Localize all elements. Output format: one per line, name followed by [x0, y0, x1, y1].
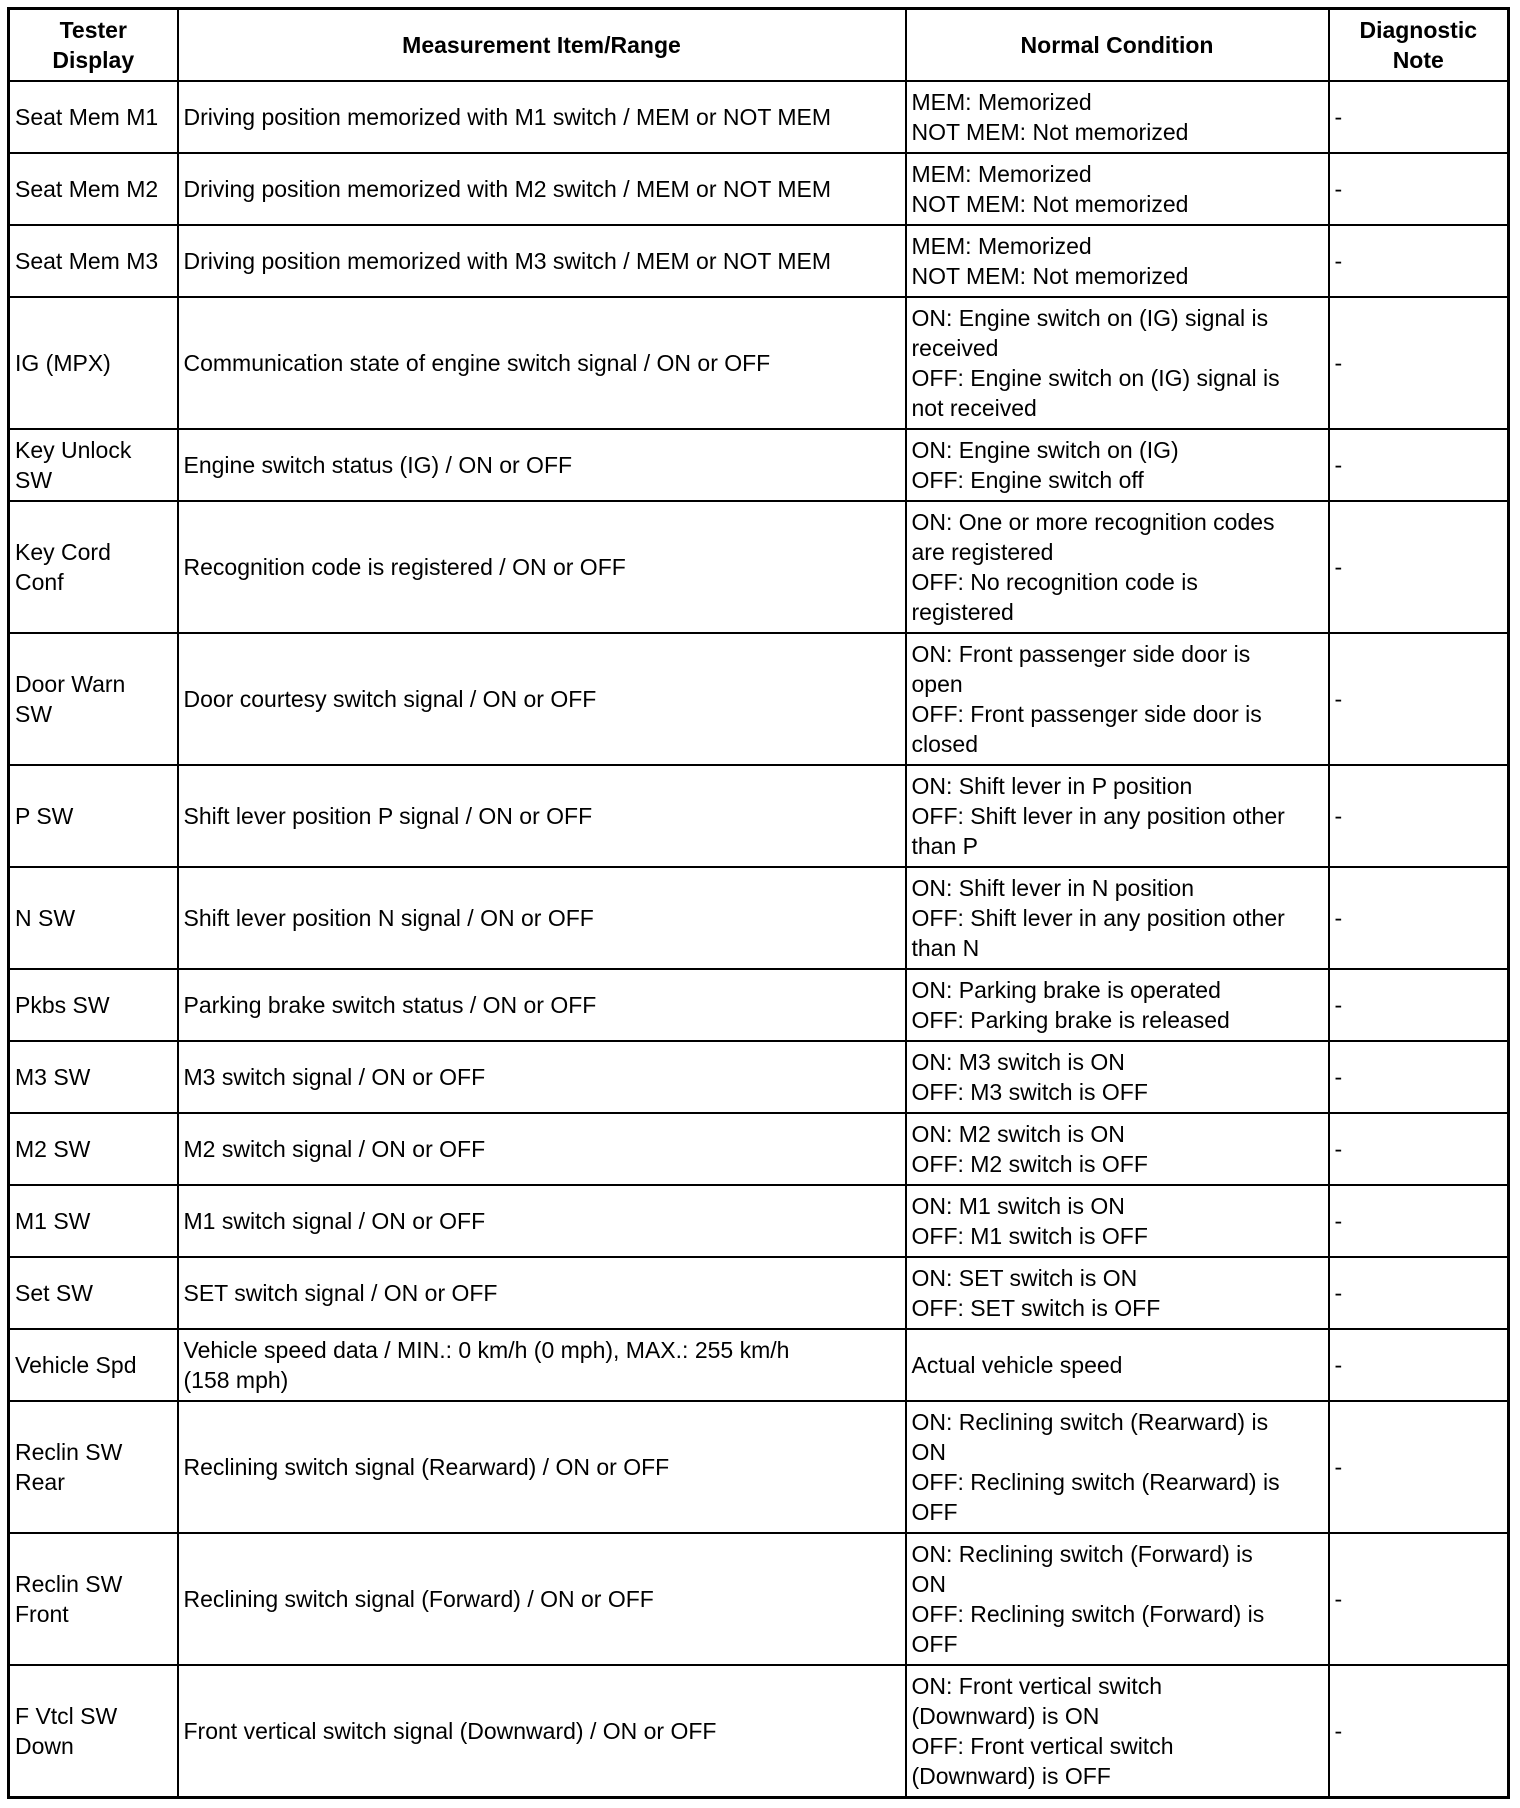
cell-normal-condition: [906, 1329, 1329, 1401]
cell-measurement-item-line: M2 switch signal / ON or OFF: [183, 1136, 486, 1162]
table-body: [9, 81, 1509, 1798]
cell-tester-display-line: Seat Mem M1: [15, 104, 159, 130]
cell-normal-condition-line: OFF: M2 switch is OFF: [911, 1151, 1148, 1177]
cell-measurement-item: [178, 765, 906, 867]
cell-tester-display: [9, 153, 178, 225]
cell-tester-display: [9, 633, 178, 765]
cell-measurement-item-line: Parking brake switch status / ON or OFF: [183, 992, 597, 1018]
data-list-table: [7, 7, 1510, 1799]
cell-normal-condition-line: MEM: Memorized: [911, 89, 1092, 115]
cell-tester-display: [9, 225, 178, 297]
cell-diagnostic-note: -: [1329, 429, 1509, 501]
cell-tester-display-line: Key Cord: [15, 539, 111, 565]
header-text: Measurement Item/Range: [402, 32, 681, 58]
cell-tester-display-line: M3 SW: [15, 1064, 91, 1090]
cell-measurement-item: [178, 225, 906, 297]
cell-diagnostic-note: -: [1329, 633, 1509, 765]
cell-normal-condition-line: ON: Engine switch on (IG) signal is: [911, 305, 1269, 331]
header-measurement-item: [178, 9, 906, 82]
table-row: [9, 1113, 1509, 1185]
cell-tester-display-line: Door Warn: [15, 671, 126, 697]
cell-normal-condition-line: NOT MEM: Not memorized: [911, 119, 1189, 145]
cell-measurement-item-line: Communication state of engine switch signal / ON or OFF: [183, 350, 771, 376]
cell-normal-condition-line: closed: [911, 731, 978, 757]
table-row: [9, 1401, 1509, 1533]
data-list-sheet: [7, 7, 1510, 1799]
table-row: [9, 1257, 1509, 1329]
cell-measurement-item: [178, 297, 906, 429]
header-tester-display: [9, 9, 178, 82]
header-text: Display: [52, 47, 135, 73]
cell-normal-condition-line: OFF: [911, 1631, 958, 1657]
header-text: Normal Condition: [1020, 32, 1214, 58]
cell-measurement-item: [178, 1533, 906, 1665]
header-diagnostic-note: [1329, 9, 1509, 82]
table-row: [9, 1533, 1509, 1665]
cell-normal-condition-line: open: [911, 671, 963, 697]
cell-normal-condition-line: ON: Shift lever in P position: [911, 773, 1193, 799]
cell-normal-condition-line: OFF: No recognition code is: [911, 569, 1198, 595]
cell-tester-display-line: IG (MPX): [15, 350, 111, 376]
cell-normal-condition: [906, 225, 1329, 297]
cell-tester-display-line: SW: [15, 467, 53, 493]
cell-tester-display: [9, 429, 178, 501]
cell-tester-display: [9, 297, 178, 429]
cell-tester-display: [9, 1401, 178, 1533]
cell-normal-condition-line: are registered: [911, 539, 1054, 565]
cell-tester-display: [9, 1113, 178, 1185]
cell-normal-condition-line: OFF: Engine switch on (IG) signal is: [911, 365, 1280, 391]
cell-measurement-item-line: M1 switch signal / ON or OFF: [183, 1208, 486, 1234]
header-text: Note: [1392, 47, 1444, 73]
table-row: [9, 1041, 1509, 1113]
cell-normal-condition-line: OFF: M3 switch is OFF: [911, 1079, 1148, 1105]
cell-tester-display-line: Set SW: [15, 1280, 93, 1306]
cell-tester-display-line: Key Unlock: [15, 437, 132, 463]
cell-measurement-item: [178, 1041, 906, 1113]
cell-normal-condition-line: ON: Parking brake is operated: [911, 977, 1221, 1003]
cell-measurement-item-line: M3 switch signal / ON or OFF: [183, 1064, 486, 1090]
cell-measurement-item-line: Driving position memorized with M2 switch / MEM or NOT MEM: [183, 176, 832, 202]
cell-normal-condition-line: ON: Engine switch on (IG): [911, 437, 1179, 463]
cell-measurement-item-line: (158 mph): [183, 1367, 289, 1393]
cell-diagnostic-note: -: [1329, 153, 1509, 225]
cell-measurement-item: [178, 81, 906, 153]
cell-normal-condition-line: OFF: Shift lever in any position other: [911, 905, 1285, 931]
cell-diagnostic-note: -: [1329, 1113, 1509, 1185]
cell-normal-condition: [906, 501, 1329, 633]
cell-normal-condition-line: ON: [911, 1439, 946, 1465]
cell-diagnostic-note: -: [1329, 1329, 1509, 1401]
cell-normal-condition-line: (Downward) is OFF: [911, 1763, 1111, 1789]
cell-tester-display: [9, 1533, 178, 1665]
cell-measurement-item: [178, 1329, 906, 1401]
cell-normal-condition-line: ON: [911, 1571, 946, 1597]
cell-normal-condition: [906, 81, 1329, 153]
cell-diagnostic-note: -: [1329, 297, 1509, 429]
cell-measurement-item: [178, 1185, 906, 1257]
cell-tester-display-line: Conf: [15, 569, 64, 595]
cell-measurement-item-line: SET switch signal / ON or OFF: [183, 1280, 498, 1306]
cell-normal-condition: [906, 153, 1329, 225]
cell-normal-condition-line: OFF: SET switch is OFF: [911, 1295, 1161, 1321]
cell-normal-condition: [906, 867, 1329, 969]
cell-tester-display: [9, 867, 178, 969]
cell-tester-display-line: Pkbs SW: [15, 992, 110, 1018]
cell-measurement-item: [178, 153, 906, 225]
table-row: [9, 765, 1509, 867]
cell-diagnostic-note: -: [1329, 1041, 1509, 1113]
cell-tester-display: [9, 765, 178, 867]
cell-normal-condition-line: OFF: Parking brake is released: [911, 1007, 1230, 1033]
cell-measurement-item: [178, 501, 906, 633]
table-row: [9, 633, 1509, 765]
table-row: [9, 297, 1509, 429]
cell-normal-condition-line: ON: M1 switch is ON: [911, 1193, 1125, 1219]
table-row: [9, 969, 1509, 1041]
cell-tester-display-line: M2 SW: [15, 1136, 91, 1162]
cell-normal-condition: [906, 1533, 1329, 1665]
cell-normal-condition-line: OFF: Engine switch off: [911, 467, 1144, 493]
cell-normal-condition-line: registered: [911, 599, 1014, 625]
header-normal-condition: [906, 9, 1329, 82]
cell-normal-condition-line: OFF: Front passenger side door is: [911, 701, 1262, 727]
cell-tester-display-line: Vehicle Spd: [15, 1352, 137, 1378]
cell-measurement-item: [178, 867, 906, 969]
cell-normal-condition-line: OFF: Shift lever in any position other: [911, 803, 1285, 829]
cell-normal-condition-line: not received: [911, 395, 1037, 421]
cell-normal-condition-line: ON: Front passenger side door is: [911, 641, 1251, 667]
table-row: [9, 429, 1509, 501]
cell-normal-condition-line: OFF: Front vertical switch: [911, 1733, 1174, 1759]
cell-tester-display-line: Reclin SW: [15, 1571, 123, 1597]
table-row: [9, 501, 1509, 633]
cell-measurement-item-line: Reclining switch signal (Rearward) / ON or OFF: [183, 1454, 670, 1480]
table-row: [9, 153, 1509, 225]
cell-tester-display-line: Front: [15, 1601, 69, 1627]
cell-tester-display-line: F Vtcl SW: [15, 1703, 118, 1729]
cell-normal-condition-line: OFF: Reclining switch (Forward) is: [911, 1601, 1265, 1627]
cell-normal-condition: [906, 1113, 1329, 1185]
cell-tester-display-line: Down: [15, 1733, 74, 1759]
cell-tester-display: [9, 1257, 178, 1329]
cell-tester-display-line: Seat Mem M3: [15, 248, 159, 274]
cell-normal-condition-line: Actual vehicle speed: [911, 1352, 1123, 1378]
cell-tester-display: [9, 1329, 178, 1401]
cell-measurement-item: [178, 969, 906, 1041]
cell-normal-condition-line: than P: [911, 833, 978, 859]
table-row: [9, 1665, 1509, 1798]
cell-tester-display-line: Reclin SW: [15, 1439, 123, 1465]
cell-normal-condition: [906, 1665, 1329, 1798]
cell-normal-condition: [906, 765, 1329, 867]
cell-diagnostic-note: -: [1329, 765, 1509, 867]
cell-tester-display: [9, 501, 178, 633]
header-text: Tester: [59, 17, 127, 43]
cell-normal-condition: [906, 429, 1329, 501]
cell-normal-condition: [906, 1401, 1329, 1533]
cell-diagnostic-note: -: [1329, 1533, 1509, 1665]
cell-normal-condition-line: NOT MEM: Not memorized: [911, 191, 1189, 217]
cell-normal-condition-line: OFF: Reclining switch (Rearward) is: [911, 1469, 1280, 1495]
cell-normal-condition-line: MEM: Memorized: [911, 233, 1092, 259]
cell-normal-condition: [906, 1041, 1329, 1113]
cell-tester-display-line: M1 SW: [15, 1208, 91, 1234]
cell-diagnostic-note: -: [1329, 501, 1509, 633]
cell-diagnostic-note: -: [1329, 81, 1509, 153]
cell-normal-condition-line: ON: M3 switch is ON: [911, 1049, 1125, 1075]
cell-normal-condition-line: MEM: Memorized: [911, 161, 1092, 187]
cell-normal-condition-line: received: [911, 335, 999, 361]
cell-normal-condition-line: ON: Reclining switch (Rearward) is: [911, 1409, 1269, 1435]
cell-tester-display: [9, 1665, 178, 1798]
cell-measurement-item-line: Front vertical switch signal (Downward) / ON or OFF: [183, 1718, 717, 1744]
cell-normal-condition-line: (Downward) is ON: [911, 1703, 1100, 1729]
cell-measurement-item-line: Engine switch status (IG) / ON or OFF: [183, 452, 573, 478]
cell-diagnostic-note: -: [1329, 1185, 1509, 1257]
cell-measurement-item-line: Driving position memorized with M1 switch / MEM or NOT MEM: [183, 104, 832, 130]
table-row: [9, 1329, 1509, 1401]
cell-tester-display-line: N SW: [15, 905, 76, 931]
table-row: [9, 1185, 1509, 1257]
cell-normal-condition-line: ON: SET switch is ON: [911, 1265, 1138, 1291]
cell-tester-display: [9, 1185, 178, 1257]
cell-normal-condition-line: OFF: M1 switch is OFF: [911, 1223, 1148, 1249]
cell-tester-display: [9, 81, 178, 153]
cell-tester-display-line: Rear: [15, 1469, 65, 1495]
cell-normal-condition-line: OFF: [911, 1499, 958, 1525]
cell-diagnostic-note: -: [1329, 1665, 1509, 1798]
cell-tester-display: [9, 969, 178, 1041]
cell-normal-condition-line: ON: Shift lever in N position: [911, 875, 1195, 901]
cell-normal-condition-line: ON: Reclining switch (Forward) is: [911, 1541, 1253, 1567]
cell-measurement-item: [178, 1257, 906, 1329]
header-row: [9, 9, 1509, 82]
cell-tester-display-line: SW: [15, 701, 53, 727]
cell-diagnostic-note: -: [1329, 225, 1509, 297]
cell-normal-condition-line: ON: One or more recognition codes: [911, 509, 1275, 535]
cell-normal-condition: [906, 1185, 1329, 1257]
cell-normal-condition-line: ON: Front vertical switch: [911, 1673, 1162, 1699]
cell-diagnostic-note: -: [1329, 1401, 1509, 1533]
cell-tester-display-line: Seat Mem M2: [15, 176, 159, 202]
header-text: Diagnostic: [1359, 17, 1478, 43]
cell-measurement-item-line: Recognition code is registered / ON or OFF: [183, 554, 626, 580]
cell-normal-condition: [906, 969, 1329, 1041]
cell-normal-condition: [906, 633, 1329, 765]
table-row: [9, 867, 1509, 969]
cell-measurement-item-line: Door courtesy switch signal / ON or OFF: [183, 686, 597, 712]
cell-measurement-item: [178, 1401, 906, 1533]
cell-measurement-item-line: Reclining switch signal (Forward) / ON or OFF: [183, 1586, 654, 1612]
cell-normal-condition: [906, 1257, 1329, 1329]
cell-measurement-item: [178, 1665, 906, 1798]
cell-measurement-item-line: Shift lever position N signal / ON or OFF: [183, 905, 594, 931]
cell-diagnostic-note: -: [1329, 969, 1509, 1041]
table-row: [9, 81, 1509, 153]
cell-normal-condition-line: NOT MEM: Not memorized: [911, 263, 1189, 289]
cell-tester-display: [9, 1041, 178, 1113]
cell-normal-condition-line: than N: [911, 935, 980, 961]
cell-diagnostic-note: -: [1329, 867, 1509, 969]
cell-measurement-item-line: Driving position memorized with M3 switch / MEM or NOT MEM: [183, 248, 832, 274]
cell-normal-condition-line: ON: M2 switch is ON: [911, 1121, 1125, 1147]
cell-measurement-item-line: Shift lever position P signal / ON or OFF: [183, 803, 593, 829]
table-row: [9, 225, 1509, 297]
cell-normal-condition: [906, 297, 1329, 429]
cell-measurement-item-line: Vehicle speed data / MIN.: 0 km/h (0 mph), MAX.: 255 km/h: [183, 1337, 790, 1363]
cell-measurement-item: [178, 1113, 906, 1185]
cell-measurement-item: [178, 633, 906, 765]
cell-measurement-item: [178, 429, 906, 501]
cell-tester-display-line: P SW: [15, 803, 74, 829]
cell-diagnostic-note: -: [1329, 1257, 1509, 1329]
